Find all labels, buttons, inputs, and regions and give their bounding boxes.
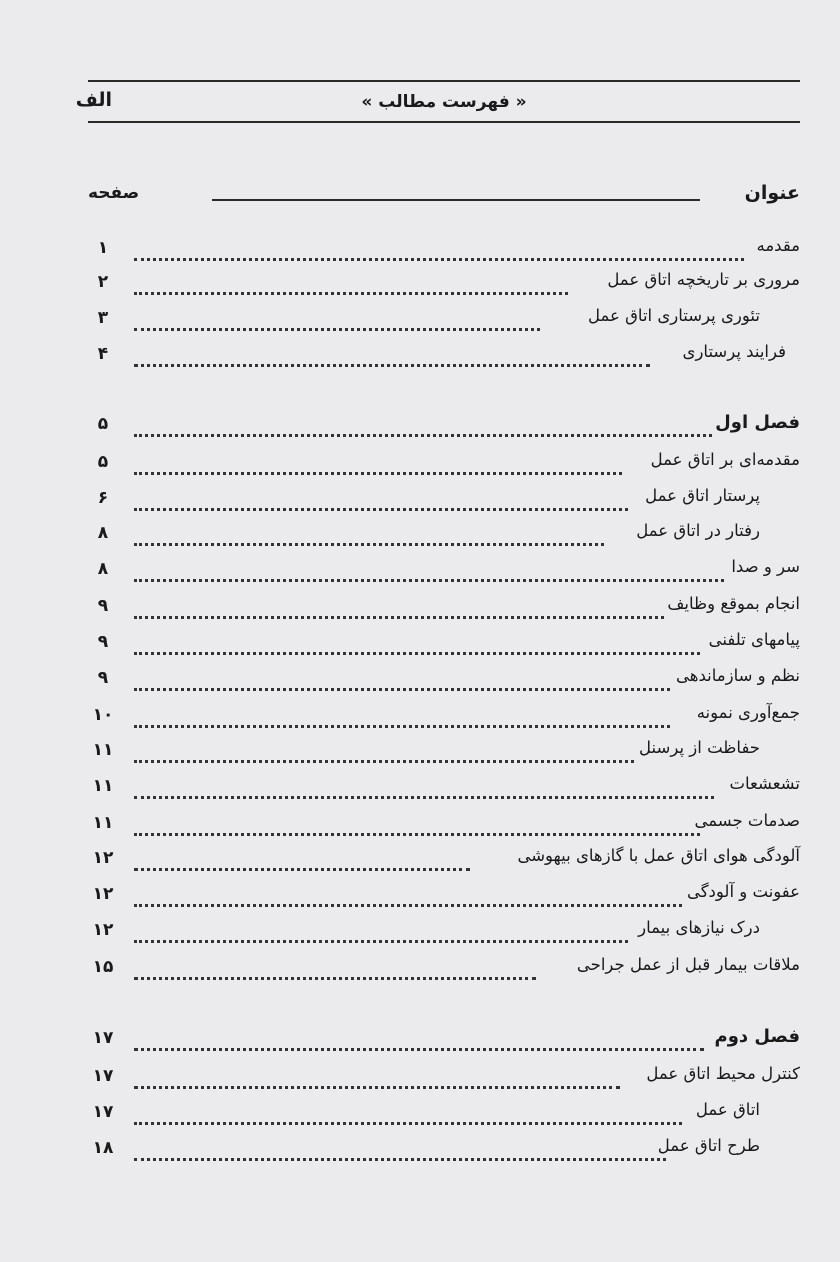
toc-entry-title: تشعشعات [729, 774, 800, 793]
toc-entry[interactable] [88, 594, 800, 626]
toc-entry-page: ۱۲ [92, 920, 114, 940]
toc-entry-page: ۱۱ [92, 813, 114, 833]
toc-entry-title: فصل اول [715, 412, 800, 433]
toc-entry[interactable] [88, 236, 800, 268]
column-heading-rule [212, 199, 700, 201]
toc-entry[interactable] [88, 306, 800, 338]
toc-entry-title: پرستار اتاق عمل [645, 486, 760, 505]
toc-entry[interactable] [88, 1136, 800, 1168]
toc-entry-title: مقدمه [756, 236, 800, 255]
column-headings [88, 180, 800, 214]
toc-entry-leader [134, 850, 470, 871]
toc-entry-title: کنترل محیط اتاق عمل [646, 1064, 800, 1083]
toc-entry[interactable] [88, 1064, 800, 1096]
toc-entry-page: ۱۲ [92, 884, 114, 904]
toc-entry[interactable] [88, 270, 800, 302]
toc-entry-page: ۴ [97, 344, 109, 364]
toc-entry-page: ۵ [97, 452, 109, 472]
toc-chapter-entry[interactable] [88, 1026, 800, 1058]
toc-entry-title: سر و صدا [731, 557, 800, 576]
toc-entry-page: ۹ [97, 668, 109, 688]
toc-entry[interactable] [88, 846, 800, 878]
toc-entry-title: آلودگی هوای اتاق عمل با گازهای بیهوشی [517, 846, 800, 865]
toc-entry-page: ۸ [97, 559, 109, 579]
toc-entry-leader [134, 815, 700, 836]
toc-entry[interactable] [88, 774, 800, 806]
toc-entry[interactable] [88, 918, 800, 950]
toc-entry-leader [134, 1140, 666, 1161]
toc-entry-leader [134, 742, 634, 763]
toc-entry[interactable] [88, 738, 800, 770]
toc-entry[interactable] [88, 811, 800, 843]
toc-entry-title: رفتار در اتاق عمل [636, 521, 760, 540]
toc-entry-leader [134, 274, 568, 295]
toc-entry-page: ۸ [97, 523, 109, 543]
running-header [75, 88, 800, 118]
toc-entry[interactable] [88, 450, 800, 482]
toc-entry-leader [134, 778, 714, 799]
toc-entry-leader [134, 598, 664, 619]
toc-entry-leader [134, 634, 700, 655]
toc-entry-leader [134, 1068, 620, 1089]
toc-entry[interactable] [88, 955, 800, 987]
toc-entry-title: انجام بموقع وظایف [667, 594, 800, 613]
toc-entry[interactable] [88, 630, 800, 662]
toc-entry-title: پیامهای تلفنی [708, 630, 800, 649]
toc-entry-page: ۳ [97, 308, 109, 328]
toc-entry-leader [134, 416, 712, 437]
toc-entry[interactable] [88, 486, 800, 518]
toc-entry-leader [134, 959, 536, 980]
toc-entry-page: ۱۸ [92, 1138, 114, 1158]
toc-entry-leader [134, 525, 604, 546]
toc-entry-leader [134, 310, 540, 331]
column-page-heading: صفحه [88, 183, 140, 203]
toc-entry-page: ۱۱ [92, 740, 114, 760]
toc-entry-page: ۱۷ [92, 1066, 114, 1086]
toc-entry-page: ۵ [97, 414, 109, 434]
toc-entry[interactable] [88, 666, 800, 698]
toc-entry-title: عفونت و آلودگی [686, 882, 800, 901]
toc-entry-title: ملاقات بیمار قبل از عمل جراحی [576, 955, 800, 974]
toc-entry-leader [134, 561, 724, 582]
toc-entry-leader [134, 670, 670, 691]
column-title-heading: عنوان [744, 182, 800, 204]
toc-entry-leader [134, 1030, 704, 1051]
toc-entry-title: حفاظت از پرسنل [639, 738, 760, 757]
toc-entry-page: ۹ [97, 596, 109, 616]
toc-entry-page: ۱۱ [92, 776, 114, 796]
toc-entry-title: مروری بر تاریخچه اتاق عمل [607, 270, 800, 289]
toc-entry-page: ۲ [97, 272, 109, 292]
toc-entry-title: جمع‌آوری نمونه [696, 703, 800, 722]
toc-entry-page: ۱۲ [92, 848, 114, 868]
toc-entry-leader [134, 454, 622, 475]
toc-chapter-entry[interactable] [88, 412, 800, 444]
toc-entry[interactable] [88, 703, 800, 735]
toc-entry[interactable] [88, 557, 800, 589]
toc-entry-page: ۱۵ [92, 957, 114, 977]
header-bottom-rule [88, 121, 800, 123]
toc-entry-title: فصل دوم [714, 1026, 800, 1047]
toc-entry-leader [134, 1104, 682, 1125]
toc-entry-page: ۶ [97, 488, 109, 508]
toc-entry-leader [134, 707, 670, 728]
toc-entry-page: ۱ [97, 238, 109, 258]
toc-entry-page: ۹ [97, 632, 109, 652]
toc-entry-title: اتاق عمل [695, 1100, 760, 1119]
toc-entry-leader [134, 346, 650, 367]
header-top-rule [88, 80, 800, 82]
toc-entry-title: مقدمه‌ای بر اتاق عمل [650, 450, 800, 469]
header-title: « فهرست مطالب » [361, 92, 527, 112]
toc-entry[interactable] [88, 882, 800, 914]
toc-entry-leader [134, 886, 682, 907]
toc-entry-title: درک نیازهای بیمار [638, 918, 760, 937]
toc-entry[interactable] [88, 521, 800, 553]
toc-entry-title: طرح اتاق عمل [657, 1136, 760, 1155]
toc-entry-leader [134, 490, 628, 511]
toc-entry-page: ۱۷ [92, 1028, 114, 1048]
toc-entry-page: ۱۷ [92, 1102, 114, 1122]
toc-entry-title: فرایند پرستاری [682, 342, 786, 361]
toc-entry-title: تئوری پرستاری اتاق عمل [587, 306, 760, 325]
toc-entry[interactable] [88, 342, 800, 374]
toc-entry-leader [134, 240, 744, 261]
toc-entry-leader [134, 922, 628, 943]
toc-entry-page: ۱۰ [92, 705, 114, 725]
header-page-letter: الف [75, 89, 112, 111]
toc-entry[interactable] [88, 1100, 800, 1132]
toc-entry-title: نظم و سازماندهی [676, 666, 800, 685]
toc-entry-title: صدمات جسمی [694, 811, 800, 830]
